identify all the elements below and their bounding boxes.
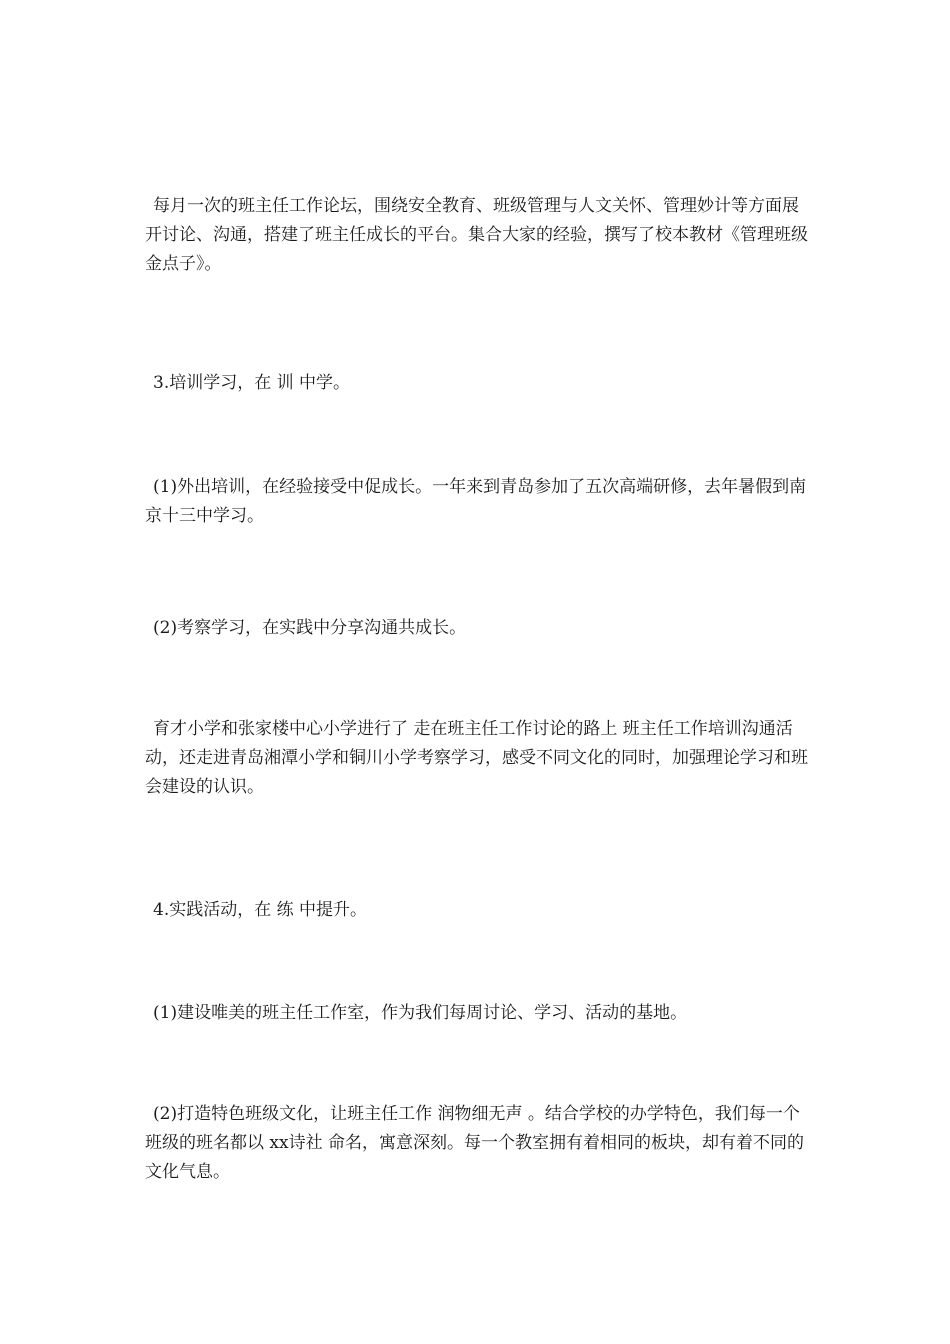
heading-practice: 4.实践活动，在 练 中提升。 — [153, 900, 368, 920]
paragraph-studio: (1)建设唯美的班主任工作室，作为我们每周讨论、学习、活动的基地。 — [153, 1003, 688, 1023]
paragraph-class-culture: (2)打造特色班级文化，让班主任工作 润物细无声 。结合学校的办学特色，我们每一个班级的班名都以 xx诗社 命名，寓意深刻。每一个教室拥有着相同的板块，却有着不同的文化气息。 — [145, 1104, 804, 1182]
paragraph-forum: 每月一次的班主任工作论坛，围绕安全教育、班级管理与人文关怀、管理妙计等方面展开讨论、沟通，搭建了班主任成长的平台。集合大家的经验，撰写了校本教材《管理班级金点子》。 — [145, 196, 808, 274]
paragraph-external-training: (1)外出培训，在经验接受中促成长。一年来到青岛参加了五次高端研修，去年暑假到南京十三中学习。 — [145, 477, 807, 526]
paragraph-inspection: (2)考察学习，在实践中分享沟通共成长。 — [153, 618, 467, 638]
paragraph-exchange: 育才小学和张家楼中心小学进行了 走在班主任工作讨论的路上 班主任工作培训沟通活动，还走进青岛湘潭小学和铜川小学考察学习，感受不同文化的同时，加强理论学习和班会建设的认识。 — [145, 719, 808, 797]
heading-training: 3.培训学习，在 训 中学。 — [153, 373, 351, 393]
